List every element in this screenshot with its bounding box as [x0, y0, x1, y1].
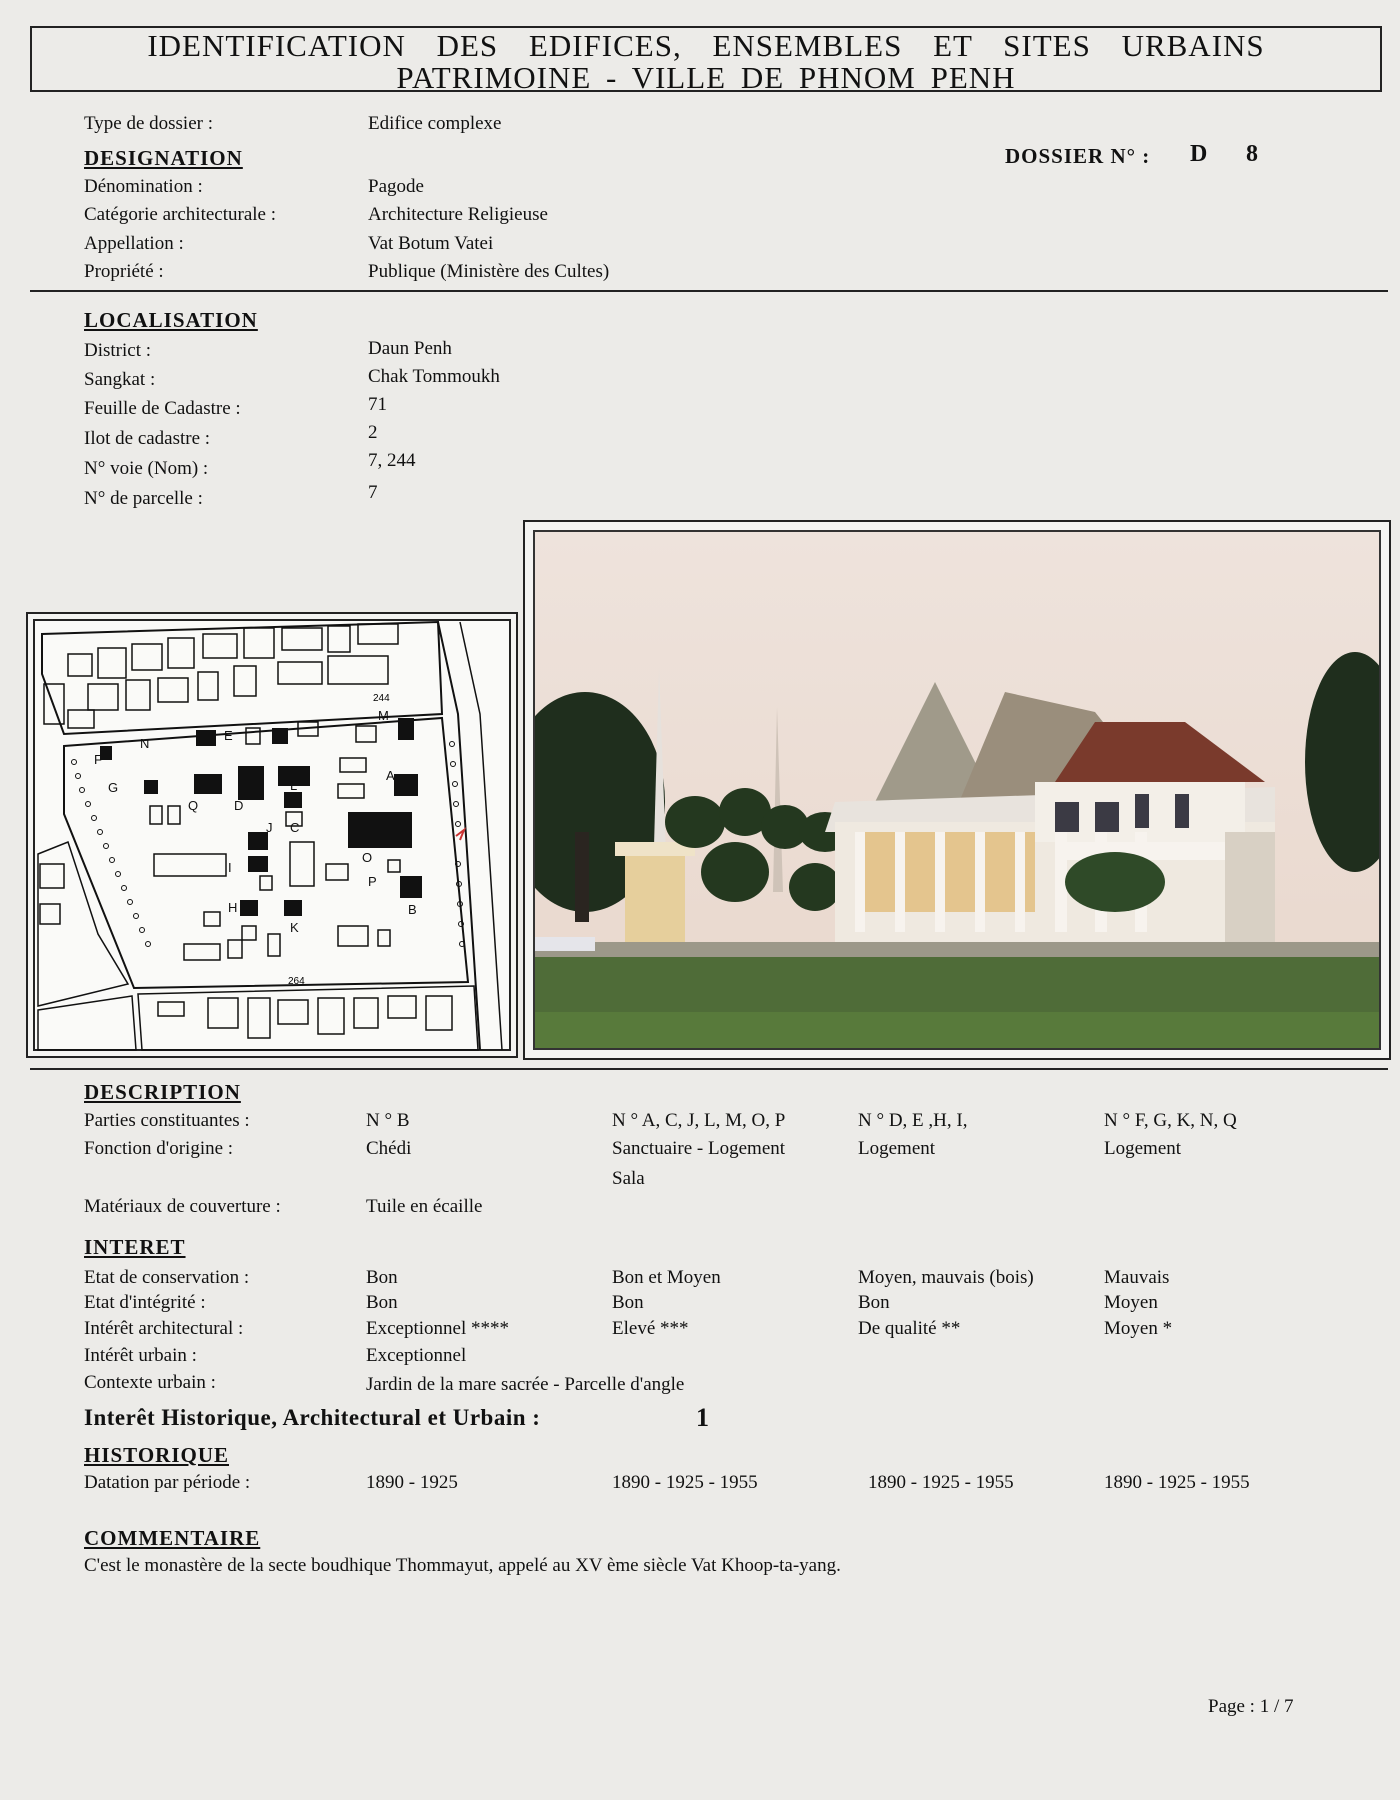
- contexte-value: Jardin de la mare sacrée - Parcelle d'angle: [366, 1374, 685, 1395]
- map-building-label: I: [228, 860, 232, 875]
- parties-label: Parties constituantes :: [84, 1110, 250, 1131]
- dossier-type-label: Type de dossier :: [84, 113, 214, 134]
- map-building-label: F: [94, 752, 102, 767]
- architectural-value: Moyen *: [1104, 1318, 1173, 1339]
- contexte-label: Contexte urbain :: [84, 1372, 216, 1393]
- designation-value: Vat Botum Vatei: [368, 233, 494, 254]
- designation-label: Catégorie architecturale :: [84, 204, 277, 225]
- dossier-type-value: Edifice complexe: [368, 113, 502, 134]
- map-building-label: B: [408, 902, 417, 917]
- map-building-label: H: [228, 900, 238, 915]
- divider: [30, 1068, 1388, 1070]
- document-header: [30, 26, 1382, 95]
- map-building-label: J: [266, 820, 273, 835]
- localisation-label: Sangkat :: [84, 369, 156, 390]
- designation-value: Pagode: [368, 176, 424, 197]
- designation-label: Dénomination :: [84, 176, 203, 197]
- conservation-value: Moyen, mauvais (bois): [858, 1267, 1034, 1288]
- localisation-label: N° voie (Nom) :: [84, 458, 209, 479]
- localisation-value: 71: [368, 394, 387, 415]
- map-building-label: A: [386, 768, 395, 783]
- localisation-label: Ilot de cadastre :: [84, 428, 211, 449]
- fonction-value: Logement: [1104, 1138, 1182, 1159]
- parties-value: N ° A, C, J, L, M, O, P: [612, 1110, 786, 1131]
- commentaire-text: C'est le monastère de la secte boudhique Thommayut, appelé au XV ème siècle Vat Khoop-ta-yang.: [84, 1555, 841, 1576]
- integrite-value: Bon: [858, 1292, 890, 1313]
- header-title: IDENTIFICATION DES EDIFICES, ENSEMBLES ET SITES URBAINS: [147, 28, 1265, 63]
- page-number: Page : 1 / 7: [1208, 1696, 1294, 1717]
- architectural-value: Exceptionnel ****: [366, 1318, 509, 1339]
- conservation-value: Bon: [366, 1267, 398, 1288]
- fonction-label: Fonction d'origine :: [84, 1138, 234, 1159]
- localisation-label: Feuille de Cadastre :: [84, 398, 241, 419]
- map-building-label: Q: [188, 798, 199, 813]
- datation-value: 1890 - 1925 - 1955: [1104, 1472, 1250, 1493]
- localisation-value: 2: [368, 422, 378, 443]
- street-label-top: 244: [373, 693, 390, 704]
- map-building-label: G: [108, 780, 119, 795]
- localisation-value: 7, 244: [368, 450, 416, 471]
- localisation-value: Daun Penh: [368, 338, 452, 359]
- conservation-value: Mauvais: [1104, 1267, 1170, 1288]
- architectural-label: Intérêt architectural :: [84, 1318, 244, 1339]
- global-interest-label: Interêt Historique, Architectural et Urbain :: [84, 1405, 541, 1430]
- map-building-label: L: [290, 778, 298, 793]
- pagoda-photo-illustration: [535, 532, 1381, 1050]
- map-building-label: E: [224, 728, 233, 743]
- building-photo: [523, 520, 1391, 1060]
- historique-title: HISTORIQUE: [84, 1443, 229, 1467]
- fonction-value: Logement: [858, 1138, 936, 1159]
- cadastral-map: [26, 612, 518, 1058]
- cadastral-map-drawing: [28, 614, 516, 1056]
- datation-value: 1890 - 1925 - 1955: [868, 1472, 1014, 1493]
- integrite-value: Bon: [612, 1292, 644, 1313]
- localisation-title: LOCALISATION: [84, 308, 258, 332]
- architectural-value: Elevé ***: [612, 1318, 689, 1339]
- parties-value: N ° B: [366, 1110, 410, 1131]
- designation-label: Propriété :: [84, 261, 164, 282]
- header-subtitle: PATRIMOINE - VILLE DE PHNOM PENH: [396, 60, 1016, 95]
- map-building-label: K: [290, 920, 299, 935]
- conservation-label: Etat de conservation :: [84, 1267, 250, 1288]
- building-photo-image: [533, 530, 1381, 1050]
- integrite-label: Etat d'intégrité :: [84, 1292, 206, 1313]
- designation-label: Appellation :: [84, 233, 184, 254]
- fonction-value: Sanctuaire - Logement: [612, 1138, 786, 1159]
- localisation-label: District :: [84, 340, 152, 361]
- map-building-label: N: [140, 736, 150, 751]
- global-interest-value: 1: [696, 1403, 709, 1432]
- map-building-label: C: [290, 820, 300, 835]
- urbain-label: Intérêt urbain :: [84, 1345, 197, 1366]
- map-building-label: P: [368, 874, 377, 889]
- integrite-value: Bon: [366, 1292, 398, 1313]
- dossier-number-value: 8: [1246, 141, 1258, 167]
- dossier-number-label: DOSSIER N° :: [1005, 144, 1151, 168]
- commentaire-title: COMMENTAIRE: [84, 1526, 261, 1550]
- localisation-label: N° de parcelle :: [84, 488, 203, 509]
- materiaux-label: Matériaux de couverture :: [84, 1196, 281, 1217]
- integrite-value: Moyen: [1104, 1292, 1158, 1313]
- interet-title: INTERET: [84, 1235, 186, 1259]
- localisation-value: 7: [368, 482, 378, 503]
- datation-label: Datation par période :: [84, 1472, 251, 1493]
- description-title: DESCRIPTION: [84, 1080, 241, 1104]
- designation-value: Architecture Religieuse: [368, 204, 548, 225]
- datation-value: 1890 - 1925 - 1955: [612, 1472, 758, 1493]
- parties-value: N ° D, E ,H, I,: [858, 1110, 968, 1131]
- conservation-value: Bon et Moyen: [612, 1267, 721, 1288]
- localisation-value: Chak Tommoukh: [368, 366, 500, 387]
- map-building-label: D: [234, 798, 244, 813]
- materiaux-value: Tuile en écaille: [366, 1196, 483, 1217]
- dossier-number-letter: D: [1190, 141, 1208, 167]
- map-building-label: M: [378, 708, 389, 723]
- urbain-value: Exceptionnel: [366, 1345, 467, 1366]
- fonction-value: Chédi: [366, 1138, 412, 1159]
- street-label-bottom: 264: [288, 976, 305, 987]
- designation-title: DESIGNATION: [84, 146, 243, 170]
- designation-value: Publique (Ministère des Cultes): [368, 261, 610, 282]
- map-building-label: O: [362, 850, 373, 865]
- datation-value: 1890 - 1925: [366, 1472, 458, 1493]
- fonction-extra: Sala: [612, 1168, 645, 1189]
- architectural-value: De qualité **: [858, 1318, 961, 1339]
- divider: [30, 290, 1388, 292]
- parties-value: N ° F, G, K, N, Q: [1104, 1110, 1237, 1131]
